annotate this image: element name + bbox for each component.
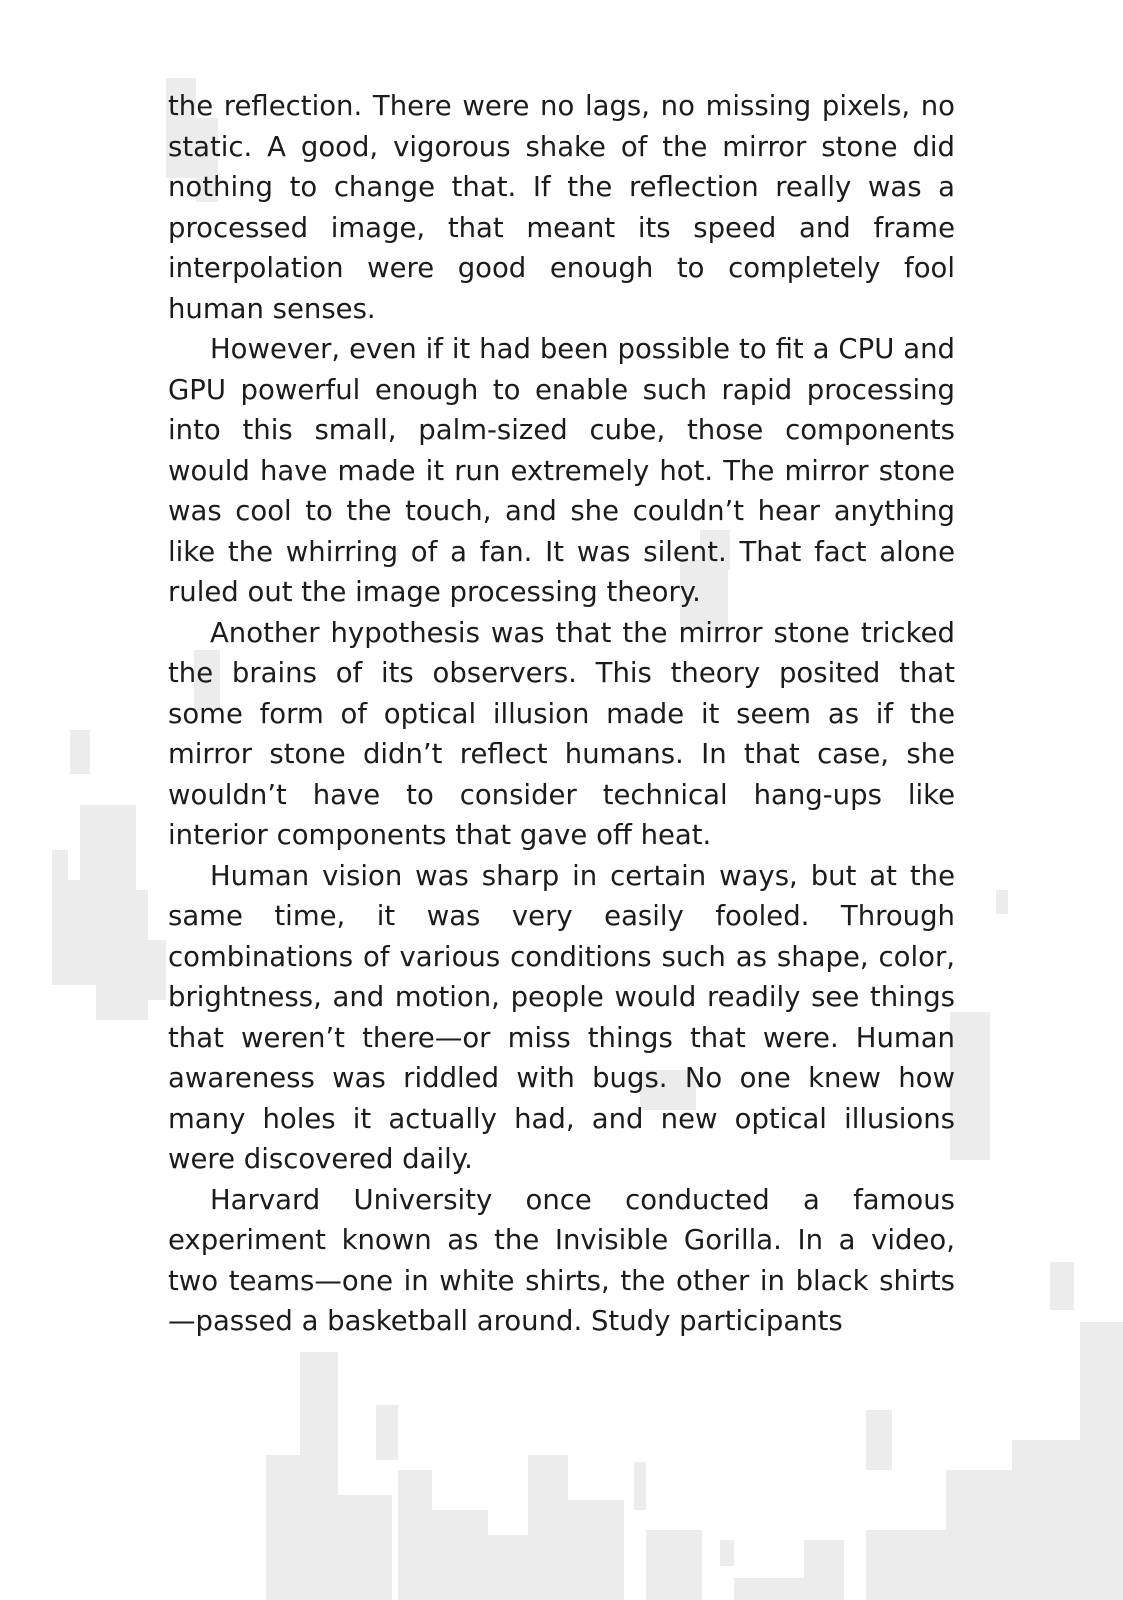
paragraph-4: Human vision was sharp in certain ways, but at the same time, it was very easily fooled. Through combinations of various conditions such as shape, color, brightness, and motion, people would readily see things that weren’t there—or miss things that were. Human awareness was riddled with bugs. No one knew how many holes it actually had, and new optical illusions were discovered daily.: [168, 859, 955, 1175]
body-text: [168, 86, 955, 1342]
paragraph-1: the reflection. There were no lags, no missing pixels, no static. A good, vigorous shake of the mirror stone did nothing to change that. If the reflection really was a processed image, that meant its speed and frame interpolation were good enough to completely fool human senses.: [168, 90, 955, 325]
paragraph-5: Harvard University once conducted a famous experiment known as the Invisible Gorilla. In a video, two teams—one in white shirts, the other in black shirts—passed a basketball around. Study participants: [168, 1183, 955, 1337]
paragraph-3: Another hypothesis was that the mirror stone tricked the brains of its observers. This theory posited that some form of optical illusion made it seem as if the mirror stone didn’t reflect humans. In that case, she wouldn’t have to consider technical hang-ups like interior components that gave off heat.: [168, 616, 955, 851]
paragraph-2: However, even if it had been possible to fit a CPU and GPU powerful enough to enable such rapid processing into this small, palm-sized cube, those components would have made it run extremely hot. The mirror stone was cool to the touch, and she couldn’t hear anything like the whirring of a fan. It was silent. That fact alone ruled out the image processing theory.: [168, 333, 955, 608]
